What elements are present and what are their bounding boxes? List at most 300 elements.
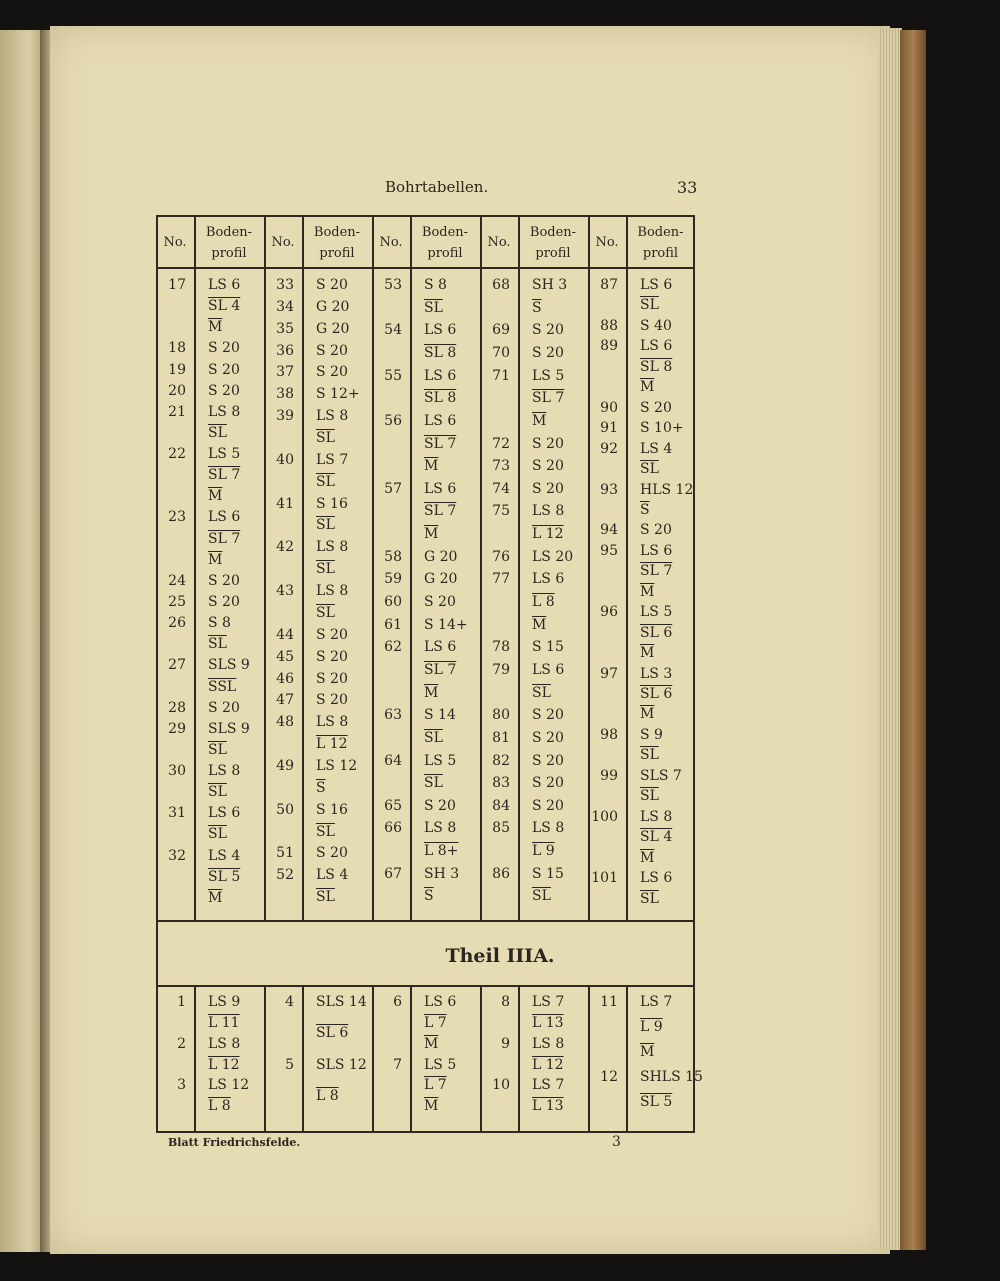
soil-profile-layer: L 8: [532, 594, 555, 610]
boring-number: 81: [492, 729, 510, 746]
soil-profile-layer: L 12: [532, 1056, 564, 1073]
soil-profile-layer: LS 12: [208, 1077, 250, 1094]
boring-number: 18: [168, 340, 186, 357]
soil-profile-layer: S 40: [640, 317, 672, 334]
row-rule: [156, 267, 695, 269]
header-bodenprofil: Boden- profil: [529, 225, 577, 261]
soil-profile-layer: S 20: [316, 692, 348, 709]
boring-number: 40: [276, 451, 294, 468]
soil-profile-layer: $\overline{SL}$: [640, 461, 659, 478]
column-rule: [626, 215, 628, 920]
soil-profile-layer: SL 4: [208, 298, 241, 315]
soil-profile-layer: LS 4: [316, 867, 349, 884]
soil-profile-layer: G 20: [316, 298, 350, 315]
running-head: Bohrtabellen.: [385, 178, 489, 196]
soil-profile-layer: $\overline{SL}$: [316, 473, 335, 490]
soil-profile-layer: $\overline{M}$: [640, 645, 655, 662]
boring-number: 8: [501, 994, 510, 1010]
soil-profile-layer: LS 8: [316, 714, 349, 731]
footer-signature: 3: [612, 1134, 621, 1150]
column-rule: [518, 215, 520, 920]
soil-profile-layer: $\overline{SL}$: [316, 823, 335, 840]
boring-number: 46: [276, 670, 294, 687]
soil-profile-layer: $\overline{SL}$: [640, 788, 659, 805]
soil-profile-layer: S 20: [316, 845, 348, 862]
soil-profile-layer: $\overline{SL}$: [316, 889, 335, 906]
soil-profile-layer: HLS 12: [640, 481, 694, 498]
soil-profile-layer: $\overline{SL}$: [424, 775, 443, 792]
soil-profile-layer: LS 8: [532, 820, 565, 837]
soil-profile-layer: S 16: [316, 801, 348, 818]
boring-number: 99: [600, 767, 618, 784]
soil-profile-layer: G 20: [424, 571, 458, 588]
boring-number: 86: [492, 865, 510, 882]
soil-profile-layer: S 20: [532, 729, 564, 746]
boring-number: 98: [600, 726, 618, 743]
soil-profile-layer: LS 12: [316, 757, 358, 774]
header-no: No.: [379, 235, 403, 250]
page-number: 33: [677, 178, 698, 197]
soil-profile-layer: LS 6: [424, 639, 457, 656]
soil-profile-layer: $\overline{M}$: [640, 379, 655, 396]
soil-profile-layer: LS 6: [532, 571, 565, 588]
boring-number: 10: [492, 1077, 510, 1094]
soil-profile-layer: $\overline{M}$: [424, 526, 439, 543]
boring-number: 30: [168, 763, 186, 780]
boring-number: 100: [591, 808, 618, 825]
soil-profile-layer: $\overline{M}$: [208, 488, 223, 505]
boring-number: 90: [600, 399, 618, 416]
soil-profile-layer: S 20: [532, 480, 564, 497]
boring-number: 43: [276, 583, 294, 600]
boring-number: 44: [276, 626, 294, 643]
boring-number: 97: [600, 665, 618, 682]
header-bodenprofil: Boden- profil: [421, 225, 469, 261]
boring-number: 95: [600, 542, 618, 559]
boring-number: 48: [276, 714, 294, 731]
section-title: Theil IIIA.: [445, 945, 555, 967]
soil-profile-layer: SL 7: [532, 390, 565, 407]
boring-number: 20: [168, 382, 186, 399]
soil-profile-layer: L 13: [532, 1014, 564, 1031]
soil-profile-layer: L 8: [316, 1087, 339, 1104]
soil-profile-layer: SLS 9: [208, 657, 250, 674]
soil-profile-layer: $\overline{M}$: [424, 458, 439, 475]
soil-profile-layer: $\overline{M}$: [424, 1098, 439, 1115]
soil-profile-layer: LS 8: [532, 1035, 565, 1052]
boring-number: 39: [276, 408, 294, 425]
soil-profile-layer: LS 8: [532, 503, 565, 520]
soil-profile-layer: LS 8: [316, 539, 349, 556]
boring-number: 85: [492, 820, 510, 837]
soil-profile-layer: SLS 12: [316, 1056, 367, 1073]
soil-profile-layer: LS 8: [208, 403, 241, 420]
column-rule: [626, 985, 628, 1133]
soil-profile-layer: $\overline{S}$: [532, 299, 542, 316]
boring-number: 7: [393, 1056, 402, 1073]
soil-profile-layer: LS 6: [208, 805, 241, 822]
soil-profile-layer: S 20: [424, 797, 456, 814]
boring-number: 31: [168, 805, 186, 822]
soil-profile-layer: LS 20: [532, 548, 574, 565]
soil-profile-layer: S 8: [424, 277, 447, 293]
soil-profile-layer: S 20: [208, 699, 240, 716]
boring-number: 11: [600, 994, 618, 1010]
boring-number: 84: [492, 797, 510, 814]
soil-profile-layer: LS 8: [424, 820, 457, 837]
boring-number: 38: [276, 386, 294, 403]
header-no: No.: [595, 235, 619, 250]
soil-profile-layer: SL 7: [640, 563, 673, 580]
boring-number: 61: [384, 616, 402, 633]
soil-profile-layer: LS 5: [424, 1056, 457, 1073]
soil-profile-layer: LS 7: [532, 994, 565, 1010]
footer-sheet-name: Blatt Friedrichsfelde.: [168, 1136, 301, 1149]
soil-profile-layer: $\overline{SL}$: [640, 297, 659, 314]
soil-profile-layer: $\overline{M}$: [640, 583, 655, 600]
header-no: No.: [271, 235, 295, 250]
soil-profile-layer: L 13: [532, 1098, 564, 1115]
soil-profile-layer: L 7: [424, 1077, 447, 1094]
soil-profile-layer: $\overline{SL}$: [640, 890, 659, 907]
boring-number: 42: [276, 539, 294, 556]
soil-profile-layer: L 11: [208, 1014, 240, 1031]
book-cover-edge: [900, 30, 926, 1250]
soil-profile-layer: L 12: [316, 736, 348, 753]
soil-profile-layer: $\overline{SL}$: [208, 424, 227, 441]
soil-profile-layer: $\overline{M}$: [424, 1035, 439, 1052]
soil-profile-layer: LS 6: [424, 480, 457, 497]
soil-profile-layer: SL 6: [640, 686, 673, 703]
boring-number: 64: [384, 752, 402, 769]
boring-number: 82: [492, 752, 510, 769]
row-rule: [156, 985, 695, 987]
boring-number: 68: [492, 277, 510, 293]
boring-number: 101: [591, 870, 618, 887]
soil-profile-layer: $\overline{SL}$: [532, 888, 551, 905]
soil-profile-layer: LS 5: [424, 752, 457, 769]
column-rule: [302, 985, 304, 1133]
boring-number: 28: [168, 699, 186, 716]
soil-profile-layer: $\overline{SL}$: [316, 604, 335, 621]
soil-profile-layer: S 20: [424, 594, 456, 610]
soil-profile-layer: SL 5: [640, 1094, 673, 1110]
soil-profile-layer: L 7: [424, 1014, 447, 1031]
soil-profile-layer: S 20: [532, 458, 564, 475]
boring-number: 12: [600, 1069, 618, 1085]
column-rule: [410, 985, 412, 1133]
soil-profile-layer: $\overline{S}$: [316, 779, 326, 796]
soil-profile-layer: S 14+: [424, 616, 468, 633]
soil-profile-layer: S 20: [316, 342, 348, 359]
soil-profile-layer: S 20: [316, 670, 348, 687]
soil-profile-layer: $\overline{SL}$: [208, 826, 227, 843]
boring-number: 23: [168, 509, 186, 526]
boring-number: 72: [492, 435, 510, 452]
soil-profile-layer: SL 6: [640, 624, 673, 641]
boring-number: 34: [276, 298, 294, 315]
soil-profile-layer: LS 6: [640, 870, 673, 887]
boring-number: 25: [168, 594, 186, 610]
soil-profile-layer: SH 3: [424, 865, 460, 882]
soil-profile-layer: SL 4: [640, 829, 673, 846]
soil-profile-layer: S 20: [640, 522, 672, 539]
boring-number: 6: [393, 994, 402, 1010]
boring-number: 17: [168, 277, 186, 293]
soil-profile-layer: LS 6: [640, 277, 673, 293]
boring-number: 69: [492, 322, 510, 339]
soil-profile-layer: SLS 9: [208, 720, 250, 737]
soil-profile-layer: LS 7: [316, 451, 349, 468]
soil-profile-layer: S 20: [640, 399, 672, 416]
column-rule: [194, 215, 196, 920]
boring-number: 32: [168, 847, 186, 864]
boring-number: 65: [384, 797, 402, 814]
soil-profile-layer: SL 8: [424, 390, 457, 407]
soil-profile-layer: $\overline{SL}$: [208, 636, 227, 653]
soil-profile-layer: S 20: [208, 361, 240, 378]
soil-profile-layer: S 12+: [316, 386, 360, 403]
boring-number: 1: [177, 994, 186, 1010]
boring-number: 59: [384, 571, 402, 588]
soil-profile-layer: SH 3: [532, 277, 568, 293]
boring-number: 56: [384, 412, 402, 429]
soil-profile-layer: LS 6: [208, 509, 241, 526]
soil-profile-layer: $\overline{S}$: [424, 888, 434, 905]
soil-profile-layer: $\overline{SL}$: [424, 729, 443, 746]
soil-profile-layer: SLS 14: [316, 994, 367, 1010]
soil-profile-layer: $\overline{M}$: [424, 684, 439, 701]
header-bodenprofil: Boden- profil: [205, 225, 253, 261]
soil-profile-layer: LS 8: [208, 763, 241, 780]
soil-profile-layer: $\overline{SL}$: [208, 784, 227, 801]
soil-profile-layer: L 12: [532, 526, 564, 543]
soil-profile-layer: $\overline{S}$: [640, 501, 650, 518]
soil-profile-layer: LS 6: [424, 412, 457, 429]
boring-number: 41: [276, 495, 294, 512]
soil-profile-layer: L 9: [532, 843, 555, 860]
boring-number: 80: [492, 707, 510, 724]
boring-number: 53: [384, 277, 402, 293]
boring-number: 70: [492, 344, 510, 361]
soil-profile-layer: $\overline{M}$: [208, 551, 223, 568]
soil-profile-layer: LS 6: [424, 322, 457, 339]
soil-profile-layer: S 8: [208, 615, 231, 632]
boring-number: 91: [600, 420, 618, 437]
boring-number: 74: [492, 480, 510, 497]
soil-profile-layer: LS 6: [640, 542, 673, 559]
boring-number: 2: [177, 1035, 186, 1052]
boring-number: 50: [276, 801, 294, 818]
boring-number: 78: [492, 639, 510, 656]
boring-number: 66: [384, 820, 402, 837]
boring-number: 89: [600, 338, 618, 355]
boring-number: 76: [492, 548, 510, 565]
soil-profile-layer: S 16: [316, 495, 348, 512]
soil-profile-layer: S 20: [316, 648, 348, 665]
soil-profile-layer: SLS 7: [640, 767, 682, 784]
soil-profile-layer: $\overline{M}$: [640, 849, 655, 866]
soil-profile-layer: $\overline{M}$: [532, 412, 547, 429]
header-no: No.: [487, 235, 511, 250]
boring-number: 75: [492, 503, 510, 520]
soil-profile-layer: $\overline{M}$: [532, 616, 547, 633]
header-no: No.: [163, 235, 187, 250]
boring-number: 27: [168, 657, 186, 674]
boring-number: 93: [600, 481, 618, 498]
soil-profile-layer: LS 6: [424, 994, 457, 1010]
soil-profile-layer: S 14: [424, 707, 456, 724]
soil-profile-layer: SL 7: [208, 530, 241, 547]
soil-profile-layer: L 12: [208, 1056, 240, 1073]
boring-number: 3: [177, 1077, 186, 1094]
soil-profile-layer: LS 5: [208, 446, 241, 463]
boring-number: 24: [168, 572, 186, 589]
header-bodenprofil: Boden- profil: [637, 225, 684, 261]
soil-profile-layer: S 20: [532, 344, 564, 361]
boring-number: 77: [492, 571, 510, 588]
soil-profile-layer: S 20: [532, 752, 564, 769]
soil-profile-layer: SL 8: [424, 344, 457, 361]
column-rule: [518, 985, 520, 1133]
boring-number: 62: [384, 639, 402, 656]
soil-profile-layer: S 10+: [640, 420, 684, 437]
soil-profile-layer: SL 8: [640, 358, 673, 375]
column-rule: [194, 985, 196, 1133]
boring-number: 67: [384, 865, 402, 882]
soil-profile-layer: S 20: [316, 626, 348, 643]
soil-profile-layer: LS 7: [532, 1077, 565, 1094]
soil-profile-layer: LS 4: [640, 440, 673, 457]
soil-profile-layer: LS 3: [640, 665, 673, 682]
header-bodenprofil: Boden- profil: [313, 225, 361, 261]
boring-number: 54: [384, 322, 402, 339]
soil-profile-layer: L 9: [640, 1019, 663, 1035]
column-rule: [410, 215, 412, 920]
soil-profile-layer: G 20: [424, 548, 458, 565]
soil-profile-layer: LS 8: [316, 583, 349, 600]
soil-profile-layer: LS 6: [640, 338, 673, 355]
soil-profile-layer: S 20: [532, 797, 564, 814]
soil-profile-layer: $\overline{SL}$: [316, 517, 335, 534]
soil-profile-layer: S 9: [640, 726, 663, 743]
boring-number: 94: [600, 522, 618, 539]
boring-number: 4: [285, 994, 294, 1010]
boring-number: 73: [492, 458, 510, 475]
soil-profile-layer: S 20: [208, 382, 240, 399]
soil-profile-layer: $\overline{M}$: [640, 706, 655, 723]
boring-number: 96: [600, 604, 618, 621]
soil-profile-layer: S 20: [532, 775, 564, 792]
soil-profile-layer: SL 6: [316, 1025, 349, 1042]
soil-profile-layer: $\overline{SL}$: [424, 299, 443, 316]
soil-profile-layer: $\overline{SL}$: [208, 741, 227, 758]
soil-profile-layer: S 20: [208, 572, 240, 589]
boring-number: 83: [492, 775, 510, 792]
soil-profile-layer: SL 7: [424, 661, 457, 678]
soil-profile-layer: $\overline{M}$: [208, 889, 223, 906]
soil-profile-layer: S 20: [532, 707, 564, 724]
boring-number: 26: [168, 615, 186, 632]
boring-number: 37: [276, 364, 294, 381]
soil-profile-layer: $\overline{SL}$: [316, 430, 335, 447]
soil-profile-layer: S 15: [532, 639, 564, 656]
soil-profile-layer: SL 7: [208, 467, 241, 484]
boring-number: 22: [168, 446, 186, 463]
soil-profile-layer: LS 8: [640, 808, 673, 825]
boring-number: 51: [276, 845, 294, 862]
soil-profile-layer: S 20: [316, 364, 348, 381]
boring-number: 57: [384, 480, 402, 497]
soil-profile-layer: LS 6: [208, 277, 241, 293]
boring-number: 60: [384, 594, 402, 610]
boring-number: 63: [384, 707, 402, 724]
boring-number: 5: [285, 1056, 294, 1073]
boring-number: 47: [276, 692, 294, 709]
soil-profile-layer: S 20: [208, 594, 240, 610]
boring-number: 92: [600, 440, 618, 457]
boring-number: 45: [276, 648, 294, 665]
boring-number: 55: [384, 367, 402, 384]
soil-profile-layer: $\overline{SL}$: [532, 684, 551, 701]
boring-number: 29: [168, 720, 186, 737]
soil-profile-layer: LS 5: [640, 604, 673, 621]
boring-number: 52: [276, 867, 294, 884]
soil-profile-layer: S 20: [532, 435, 564, 452]
soil-profile-layer: LS 8: [316, 408, 349, 425]
soil-profile-layer: $\overline{M}$: [640, 1044, 655, 1060]
boring-number: 21: [168, 403, 186, 420]
soil-profile-layer: LS 6: [424, 367, 457, 384]
boring-number: 35: [276, 320, 294, 337]
soil-profile-layer: $\overline{SSL}$: [208, 678, 237, 695]
soil-profile-layer: LS 8: [208, 1035, 241, 1052]
row-rule: [156, 920, 695, 922]
boring-number: 87: [600, 277, 618, 293]
boring-number: 49: [276, 757, 294, 774]
boring-number: 79: [492, 661, 510, 678]
boring-number: 58: [384, 548, 402, 565]
soil-profile-layer: L 8+: [424, 843, 459, 860]
soil-profile-layer: LS 5: [532, 367, 565, 384]
soil-profile-layer: $\overline{SL}$: [640, 747, 659, 764]
soil-profile-layer: L 8: [208, 1098, 231, 1115]
soil-profile-layer: S 15: [532, 865, 564, 882]
soil-profile-layer: SL 7: [424, 503, 457, 520]
page-stack-edge: [878, 28, 902, 1250]
soil-profile-layer: SL 5: [208, 868, 241, 885]
soil-profile-layer: $\overline{SL}$: [316, 561, 335, 578]
soil-profile-layer: G 20: [316, 320, 350, 337]
soil-profile-layer: LS 7: [640, 994, 673, 1010]
soil-profile-layer: $\overline{M}$: [208, 319, 223, 336]
soil-profile-layer: LS 6: [532, 661, 565, 678]
boring-number: 36: [276, 342, 294, 359]
column-rule: [302, 215, 304, 920]
soil-profile-layer: SL 7: [424, 435, 457, 452]
soil-profile-layer: SHLS 15: [640, 1069, 703, 1085]
boring-number: 88: [600, 317, 618, 334]
boring-number: 9: [501, 1035, 510, 1052]
soil-profile-layer: S 20: [316, 277, 348, 293]
soil-profile-layer: S 20: [532, 322, 564, 339]
soil-profile-layer: LS 9: [208, 994, 241, 1010]
boring-number: 33: [276, 277, 294, 293]
soil-profile-layer: S 20: [208, 340, 240, 357]
soil-profile-layer: LS 4: [208, 847, 241, 864]
boring-number: 71: [492, 367, 510, 384]
boring-number: 19: [168, 361, 186, 378]
